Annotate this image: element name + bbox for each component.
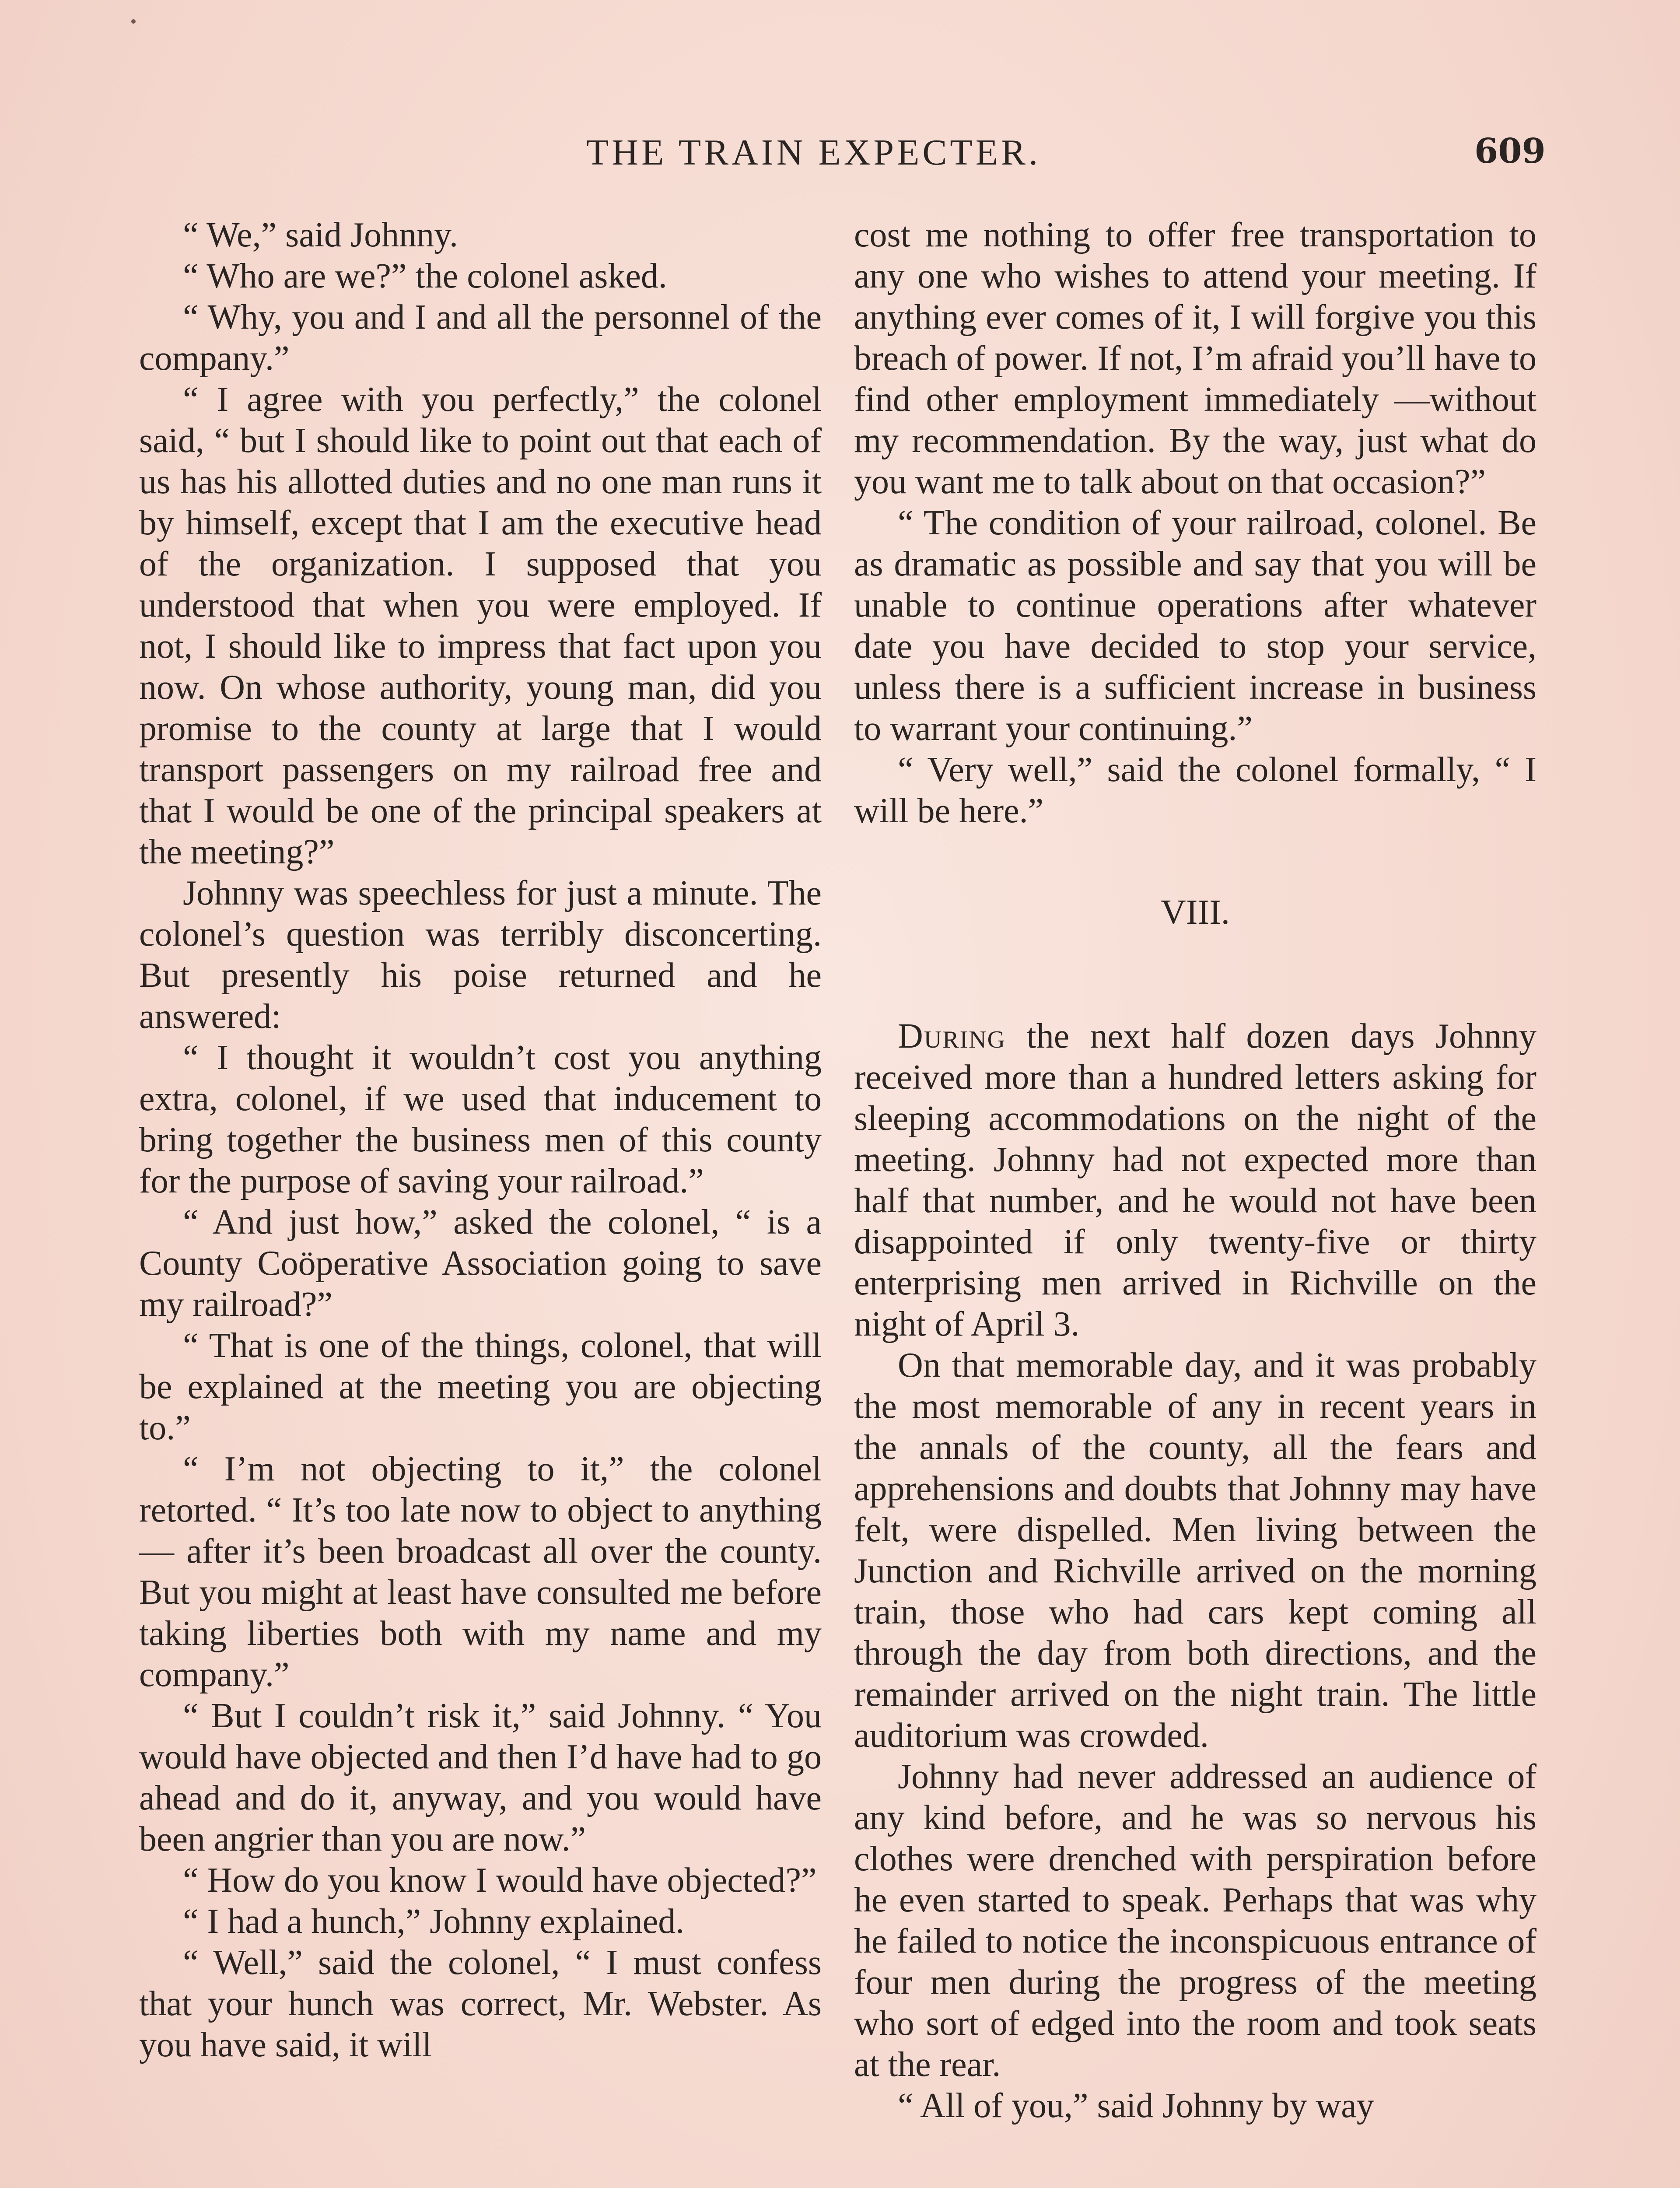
paragraph: “ I agree with you perfectly,” the colonel said, “ but I should like to point out that each of us has his allotted duties and no one man runs it by himself, except that I am the executive head of the organization. I supposed that you understood that when you were employed. If not, I should like to impress that fact upon you now. On whose authority, young man, did you promise to the county at large that I would transport passengers on my railroad free and that I would be one of the principal speakers at the meeting?” <box>139 380 822 871</box>
paragraph: “ We,” said Johnny. <box>183 216 458 254</box>
paragraph: “ How do you know I would have objected?” <box>183 1861 817 1900</box>
paragraph: “ I had a hunch,” Johnny explained. <box>183 1902 685 1941</box>
paragraph: “ I’m not objecting to it,” the colonel retorted. “ It’s too late now to object to anything — after it’s been broadcast all over the county. But you might at least have consulted me before taking liberties both with my name and my company.” <box>139 1450 822 1694</box>
paragraph: Johnny had never addressed an audience of any kind before, and he was so nervous his clothes were drenched with perspiration before he even started to speak. Perhaps that was why he failed to notice the inconspicuous entrance of four men during the progress of the meeting who sort of edged into the room and took seats at the rear. <box>854 1757 1536 2084</box>
ink-speck <box>131 19 136 24</box>
paragraph: “ All of you,” said Johnny by way <box>898 2086 1374 2125</box>
paragraph: “ Very well,” said the colonel formally, “ I will be here.” <box>854 750 1536 830</box>
paragraph-text: the next half dozen days Johnny received more than a hundred letters asking for sleeping accommodations on the night of the meeting. Johnny had not expected more than half that number, and he would not have been disappointed if only twenty-five or thirty enterprising men arrived in Richville on the night of April 3. <box>854 1017 1536 1343</box>
running-title: THE TRAIN EXPECTER. <box>586 132 1041 173</box>
paragraph: “ Well,” said the colonel, “ I must confess that your hunch was correct, Mr. Webster. As you have said, it will <box>139 1943 822 2064</box>
chapter-heading: VIII. <box>1161 893 1230 932</box>
page-number: 609 <box>1474 131 1546 171</box>
drop-word: During <box>898 1017 1006 1055</box>
paragraph: On that memorable day, and it was probably the most memorable of any in recent years in the annals of the county, all the fears and apprehensions and doubts that Johnny may have felt, were dispelled. Men living between the Junction and Richville arrived on the morning train, those who had cars kept coming all through the day from both directions, and the remainder arrived on the night train. The little auditorium was crowded. <box>854 1346 1536 1755</box>
paragraph: “ That is one of the things, colonel, that will be explained at the meeting you are objecting to.” <box>139 1326 822 1447</box>
chapter-opening-paragraph <box>854 1016 1536 1345</box>
paragraph: “ The condition of your railroad, colonel. Be as dramatic as possible and say that you will be unable to continue operations after whatever date you have decided to stop your service, unless there is a sufficient increase in business to warrant your continuing.” <box>854 504 1536 748</box>
paragraph: “ But I couldn’t risk it,” said Johnny. “ You would have objected and then I’d have had to go ahead and do it, anyway, and you would have been angrier than you are now.” <box>139 1697 822 1858</box>
continued-paragraph: cost me nothing to offer free transportation to any one who wishes to attend your meeting. If anything ever comes of it, I will forgive you this breach of power. If not, I’m afraid you’ll have to find other employment immediately —without my recommendation. By the way, just what do you want me to talk about on that occasion?” <box>854 216 1536 501</box>
left-column <box>139 214 822 2065</box>
paragraph: “ Why, you and I and all the personnel of the company.” <box>139 298 822 378</box>
right-column <box>854 214 1536 2126</box>
paragraph: “ I thought it wouldn’t cost you anything extra, colonel, if we used that inducement to bring together the business men of this county for the purpose of saving your railroad.” <box>139 1038 822 1200</box>
paragraph: “ Who are we?” the colonel asked. <box>183 257 667 295</box>
paragraph: Johnny was speechless for just a minute. The colonel’s question was terribly disconcerting. But presently his poise returned and he answered: <box>139 874 822 1036</box>
paragraph: “ And just how,” asked the colonel, “ is a County Coöperative Association going to save my railroad?” <box>139 1203 822 1324</box>
